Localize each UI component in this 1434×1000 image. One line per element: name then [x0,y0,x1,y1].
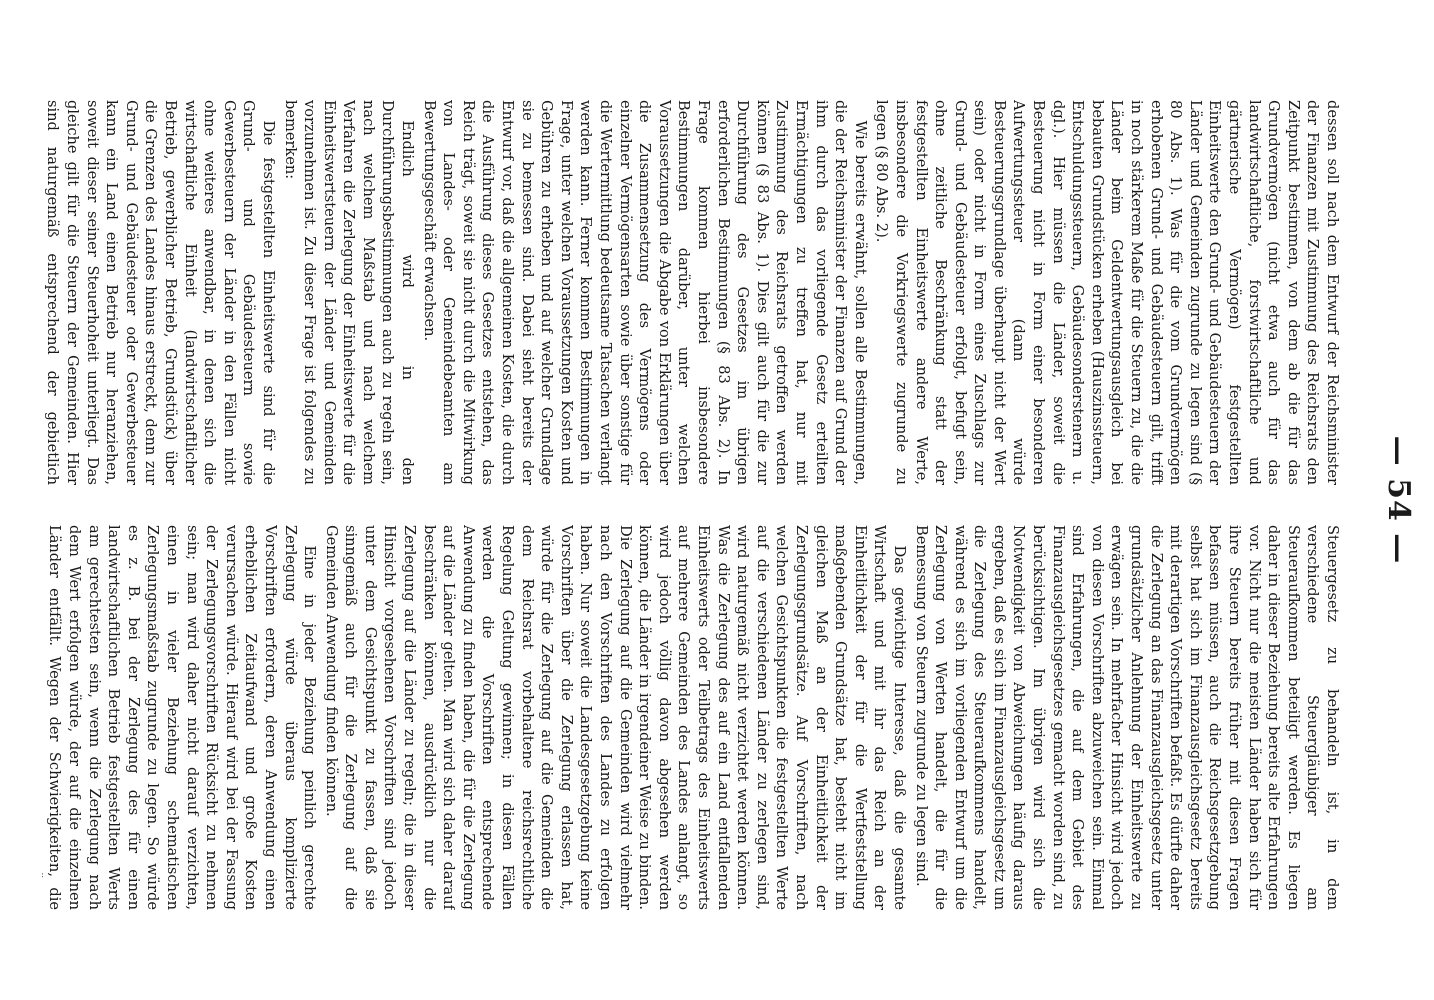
paragraph: Das gewichtige Interesse, daß die gesamte Wirtschaft und mit ihr das Reich an der Einheitlichkeit der für die Wertfeststellung maßgebenden Grundsätze hat, besteht nicht im gleichen Maß an der Einheitlichkeit der Zerlegungsgrundsätze. Auf Vorschriften, nach welchen Gesichtspunkten die festgestellten Werte auf die verschiedenen Länder zu zerlegen sind, wird naturgemäß nicht verzichtet werden können. Was die Zerlegung des auf ein Land entfallenden Einheitswerts oder Teilbetrags des Einheitswerts auf mehrere Gemeinden des Landes anlangt, so wird jedoch völlig davon abgesehen werden können, die Länder in irgendeiner Weise zu binden. Die Zerlegung auf die Gemeinden wird vielmehr nach den Vorschriften des Landes zu erfolgen haben. Nur soweit die Landesgesetzgebung keine Vorschriften über die Zerlegung erlassen hat, würde für die Zerlegung auf die Gemeinden die dem Reichsrat vorbehaltene reichsrechtliche Regelung Geltung gewinnen; in diesen Fällen werden die Vorschriften entsprechende Anwendung zu finden haben, die für die Zerlegung auf die Länder gelten. Man wird sich daher darauf beschränken können, ausdrücklich nur die Zerlegung auf die Länder zu regeln; die in dieser Hinsicht vorgesehenen Vorschriften sind jedoch unter dem Gesichtspunkt zu fassen, daß sie sinngemäß auch für die Zerlegung auf die Gemeinden Anwendung finden können. [322,525,908,910]
page-number: — 54 — [1381,435,1416,565]
paragraph: Die festgestellten Einheitswerte sind für die Grund- und Gebäudesteuern sowie Gewerbesteuern der Länder in den Fällen nicht ohne weiteres anwendbar, in denen sich die wirtschaftliche Einheit (landwirtschaftlicher Betrieb, gewerblicher Betrieb, Grundstück) über die Grenzen des Landes hinaus erstreckt, denn zur Grund- und Gebäudesteuer oder Gewerbesteuer kann ein Land einen Betrieb nur heranziehen, soweit dieser seiner Steuerhoheit unterliegt. Das gleiche gilt für die Steuern der Gemeinden. Hier sind naturgemäß entsprechend der gebietlich [44,100,277,485]
paragraph: dessen soll nach dem Entwurf der Reichsminister der Finanzen mit Zustimmung des Reichsrats den Zeitpunkt bestimmen, von dem ab die für das Grundvermögen (nicht etwa auch für das landwirtschaftliche, forstwirtschaftliche und gärtnerische Vermögen) festgestellten Einheitswerte den Grund- und Gebäudesteuern der Länder und Gemeinden zugrunde zu legen sind (§ 80 Abs. 1). Was für die vom Grundvermögen erhobenen Grund- und Gebäudesteuern gilt, trifft in noch stärkerem Maße für die Steuern zu, die die Länder beim Geldentwertungsausgleich bei bebauten Grundstücken erheben (Hauszinssteuern, Entschuldungssteuern, Gebäudesonderstenern u. dgl.). Hier müssen die Länder, soweit die Besteuerung nicht in Form einer besonderen Aufwertungssteuer (dann würde Besteuerungsgrundlage überhaupt nicht der Wert sein) oder nicht in Form eines Zuschlags zur Grund- und Gebäudesteuer erfolgt, befugt sein, ohne zeitliche Beschränkung statt der festgestellten Einheitswerte andere Werte, insbesondere die Vorkriegswerte zugrunde zu legen (§ 80 Abs. 2). [873,100,1341,485]
paragraph: Wie bereits erwähnt, sollen alle Bestimmungen, die der Reichsminister der Finanzen auf Grund der ihm durch das vorliegende Gesetz erteilten Ermächtigungen zu treffen hat, nur mit Zustimmung des Reichsrats getroffen werden können (§ 83 Abs. 1). Dies gilt auch für die zur Durchführung des Gesetzes im übrigen erforderlichen Bestimmungen (§ 83 Abs. 2). In Frage kommen hierbei insbesondere Bestimmungen darüber, unter welchen Voraussetzungen die Abgabe von Erklärungen über die Zusammensetzung des Vermögens oder einzelner Vermögensarten sowie über sonstige für die Wertermittlung bedeutsame Tatsachen verlangt werden kann. Ferner kommen Bestimmungen in Frage, unter welchen Voraussetzungen Kosten und Gebühren zu erheben und auf welcher Grundlage sie zu bemessen sind. Dabei sieht bereits der Entwurf vor, daß die allgemeinen Kosten, die durch die Ausführung dieses Gesetzes entstehen, das Reich trägt, soweit sie nicht durch die Mitwirkung von Landes- oder Gemeindebeamten am Bewertungsgeschäft erwachsen. [420,100,869,485]
left-column [42,100,1342,485]
text-columns [42,100,1342,910]
paragraph: Eine in jeder Beziehung peinlich gerechte Zerlegung würde überaus komplizierte Vorschriften erfordern, deren Anwendung einen erheblichen Zeitaufwand und große Kosten verursachen würde. Hierauf wird bei der Fassung der Zerlegungsvorschriften Rücksicht zu nehmen sein; man wird daher nicht darauf verzichten, einen in vieler Beziehung schematischen Zerlegungsmaßstab zugrunde zu legen. So würde es z. B. bei der Zerlegung des für einen landwirtschaftlichen Betrieb festgestellten Werts am gerechtesten sein, wenn die Zerlegung nach dem Wert erfolgen würde, der auf die einzelnen Länder entfällt. Wegen der Schwierigkeiten, die [46,525,319,910]
right-column [42,525,1342,910]
paragraph: Steuergesetz zu behandeln ist, in dem verschiedene Steuergläubiger am Steueraufkommen beteiligt werden. Es liegen daher in dieser Beziehung bereits alte Erfahrungen vor. Nicht nur die meisten Länder haben sich für ihre Steuern bereits früher mit diesen Fragen befassen müssen, auch die Reichsgesetzgebung selbst hat sich im Finanzausgleichsgesetz bereits mit derartigen Vorschriften befaßt. Es dürfte daher die Zerlegung an das Finanzausgleichsgesetz unter grundsätzlicher Anlehnung der Einheitswerte zu erwägen sein. In mehrfacher Hinsicht wird jedoch von diesen Vorschriften abzuweichen sein. Einmal sind Erfahrungen, die auf dem Gebiet des Finanzausgleichsgesetzes gemacht worden sind, zu berücksichtigen. Im übrigen wird sich die Notwendigkeit von Abweichungen häufig daraus ergeben, daß es sich im Finanzausgleichsgesetz um die Zerlegung des Steueraufkommens handelt, während es sich im vorliegenden Entwurf um die Zerlegung von Werten handelt, die für die Bemessung von Steuern zugrunde zu legen sind. [912,525,1341,910]
paragraph: Endlich wird in den Durchführungsbestimmungen auch zu regeln sein, nach welchem Maßstab und nach welchem Verfahren die Zerlegung der Einheitswerte für die Einheitswertsteuern der Länder und Gemeinden vorzunehmen ist. Zu dieser Frage ist folgendes zu bemerken: [281,100,417,485]
